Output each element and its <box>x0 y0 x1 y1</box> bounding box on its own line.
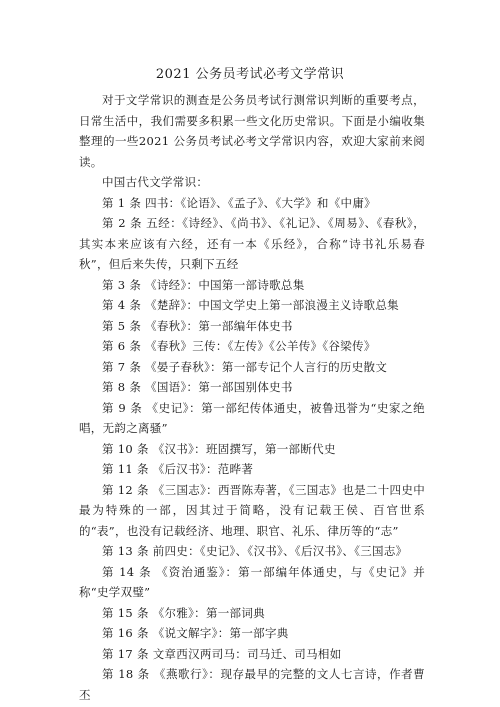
list-item: 第 6 条 《春秋》三传：《左传》《公羊传》《谷梁传》 <box>102 339 376 353</box>
list-item: 第 9 条 《史记》：第一部纪传体通史，被鲁迅誉为“史家之绝唱，无韵之离骚” <box>79 400 425 435</box>
list-item: 第 5 条 《春秋》：第一部编年体史书 <box>102 318 293 333</box>
section-heading: 中国古代文学常识： <box>102 175 209 189</box>
list-item: 第 3 条 《诗经》：中国第一部诗歌总集 <box>102 277 305 292</box>
list-item: 第 2 条 五经：《诗经》、《尚书》、《礼记》、《周易》、《春秋》，其实本来应该有六经，还有一本《乐经》，合称“诗书礼乐易春秋”，但后来失传，只剩下五经 <box>79 216 425 271</box>
list-item: 第 15 条 《尔雅》：第一部词典 <box>102 605 265 620</box>
list-item: 第 7 条 《晏子春秋》：第一部专记个人言行的历史散文 <box>102 359 388 374</box>
list-item: 第 1 条 四书：《论语》、《孟子》、《大学》和《中庸》 <box>102 195 376 210</box>
list-item: 第 16 条 《说文解字》：第一部字典 <box>102 626 289 640</box>
intro-paragraph: 对于文学常识的测查是公务员考试行测常识判断的重要考点，日常生活中，我们需要多积累一些文化历史常识。下面是小编收集整理的一些2021 公务员考试必考文学常识内容，欢迎大家前来阅读。 <box>79 93 425 169</box>
list-item: 第 11 条 《后汉书》：范晔著 <box>102 462 254 476</box>
list-item: 第 12 条 《三国志》：西晋陈寿著，《三国志》也是二十四史中最为特殊的一部，因其过于简略，没有记载王侯、百官世系的“表”，也没有记载经济、地理、职官、礼乐、律历等的“志” <box>79 482 425 538</box>
document-title: 2021 公务员考试必考文学常识 <box>155 67 345 82</box>
list-item: 第 8 条 《国语》：第一部国别体史书 <box>102 380 293 394</box>
list-item: 第 4 条 《楚辞》：中国文学史上第一部浪漫主义诗歌总集 <box>102 298 399 312</box>
list-item: 第 14 条 《资治通鉴》：第一部编年体通史，与《史记》并称“史学双璧” <box>79 564 425 599</box>
document-body <box>79 90 425 705</box>
list-item: 第 17 条 文章西汉两司马：司马迁、司马相如 <box>102 646 342 661</box>
list-item: 第 10 条 《汉书》：班固撰写，第一部断代史 <box>102 441 336 456</box>
list-item: 第 13 条 前四史：《史记》、《汉书》、《后汉书》、《三国志》 <box>102 544 408 558</box>
list-item: 第 18 条 《燕歌行》：现存最早的完整的文人七言诗，作者曹丕 <box>79 667 425 702</box>
